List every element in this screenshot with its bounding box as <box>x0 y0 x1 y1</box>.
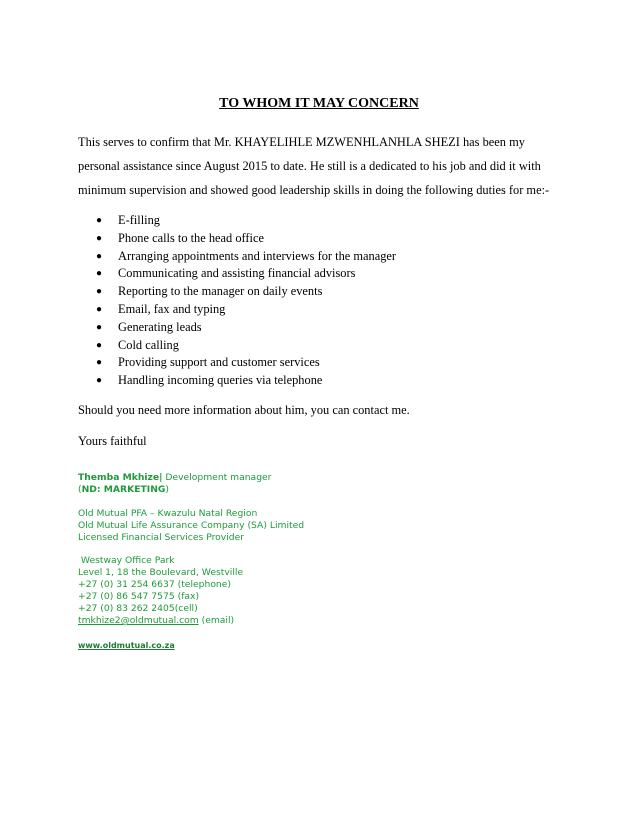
signature-name-line <box>78 472 271 484</box>
body-line-2: personal assistance since August 2015 to date. He still is a dedicated to his job and did it with <box>78 159 541 173</box>
bullet-icon: ● <box>96 357 103 369</box>
signature-address-2: Level 1, 18 the Boulevard, Westville <box>78 567 244 578</box>
list-item: ● Phone calls to the head office <box>96 230 396 248</box>
closing-salutation: Yours faithful <box>78 434 147 448</box>
duties-list <box>96 212 396 390</box>
list-item: ● Reporting to the manager on daily events <box>96 283 396 301</box>
signature-address-1: Westway Office Park <box>78 555 175 566</box>
body-line-1: This serves to confirm that Mr. KHAYELIHLE MZWENHLANHLA SHEZI has been my <box>78 135 525 149</box>
list-item: ● Generating leads <box>96 319 396 337</box>
contact-sentence: Should you need more information about him, you can contact me. <box>78 403 410 417</box>
bullet-icon: ● <box>96 215 103 226</box>
bullet-icon: ● <box>96 232 103 244</box>
list-item: ● E-filling <box>96 212 396 230</box>
signature-telephone: +27 (0) 31 254 6637 (telephone) <box>78 579 231 590</box>
website-link[interactable]: www.oldmutual.co.za <box>78 641 175 650</box>
signature-dept-line: (ND: MARKETING) <box>78 484 170 495</box>
bullet-icon: ● <box>96 339 103 351</box>
signature-name: Themba Mkhize| <box>78 472 163 483</box>
website-line <box>78 640 175 652</box>
list-item: ● Cold calling <box>96 337 396 355</box>
bullet-icon: ● <box>96 250 103 262</box>
signature-email-line <box>78 615 234 627</box>
signature-cell: +27 (0) 83 262 2405(cell) <box>78 603 198 614</box>
body-line-3: minimum supervision and showed good leadership skills in doing the following duties for me:- <box>78 183 550 197</box>
letter-body <box>78 130 558 202</box>
list-item: ● Arranging appointments and interviews for the manager <box>96 248 396 266</box>
bullet-icon: ● <box>96 286 103 298</box>
signature-org-2: Old Mutual Life Assurance Company (SA) Limited <box>78 520 305 531</box>
bullet-icon: ● <box>96 321 103 333</box>
signature-dept: ND: MARKETING <box>81 484 166 495</box>
list-item: ● Email, fax and typing <box>96 301 396 319</box>
signature-fax: +27 (0) 86 547 7575 (fax) <box>78 591 200 602</box>
letter-title: TO WHOM IT MAY CONCERN <box>219 96 419 111</box>
email-link[interactable]: tmkhize2@oldmutual.com <box>78 615 199 626</box>
list-item: ● Handling incoming queries via telephone <box>96 372 396 390</box>
list-item: ● Communicating and assisting financial advisors <box>96 265 396 283</box>
signature-role: Development manager <box>162 472 272 483</box>
bullet-icon: ● <box>96 268 103 280</box>
signature-org-1: Old Mutual PFA – Kwazulu Natal Region <box>78 508 258 519</box>
email-suffix: (email) <box>198 615 235 626</box>
bullet-icon: ● <box>96 303 103 315</box>
signature-org-3: Licensed Financial Services Provider <box>78 532 245 543</box>
list-item: ● Providing support and customer services <box>96 354 396 372</box>
bullet-icon: ● <box>96 375 103 387</box>
